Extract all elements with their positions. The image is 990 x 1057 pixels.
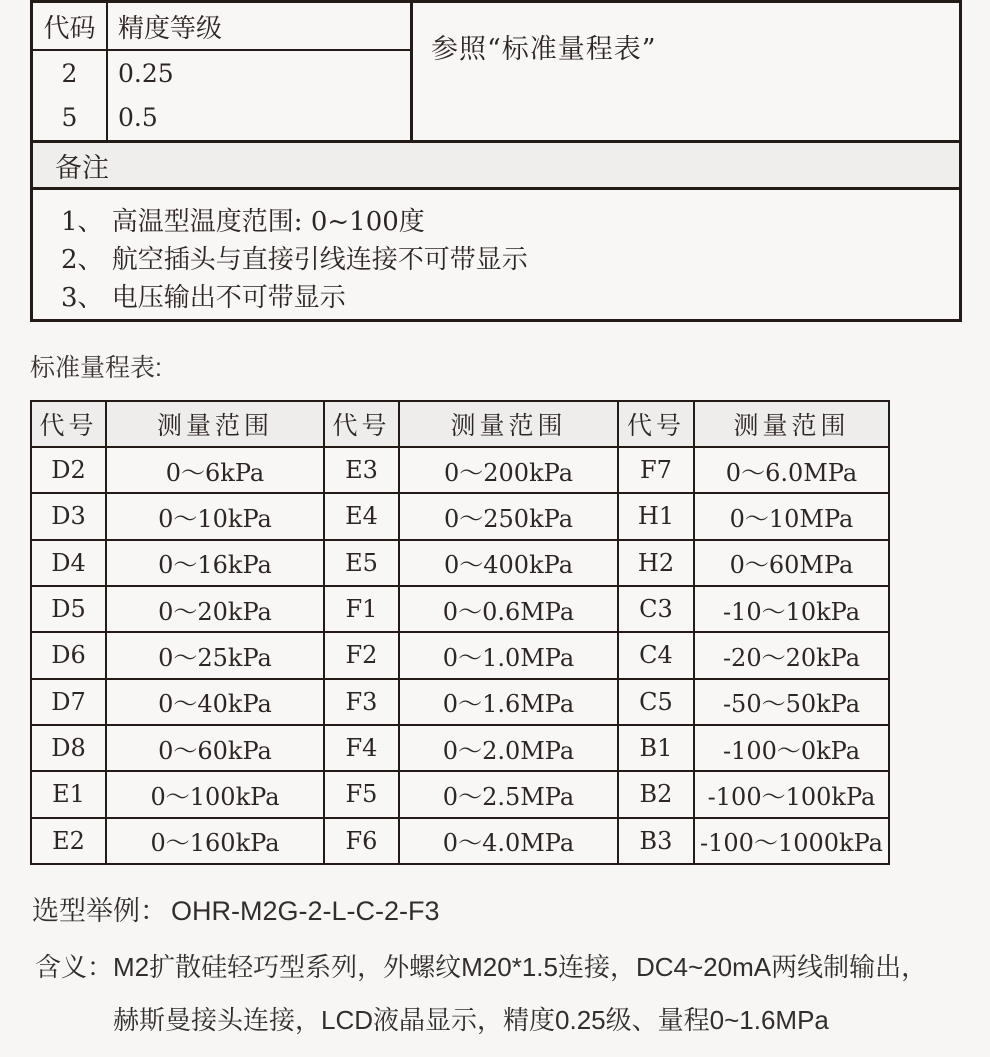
accuracy-code-cell: 2 bbox=[33, 51, 108, 96]
range-value-cell: 0～20kPa bbox=[106, 586, 324, 632]
range-reference-cell: 参照“标准量程表” bbox=[431, 34, 657, 65]
range-table-header-cell: 代号 bbox=[618, 401, 694, 447]
range-code-cell: H2 bbox=[618, 540, 694, 586]
accuracy-section bbox=[33, 3, 959, 143]
range-code-cell: F5 bbox=[324, 771, 399, 817]
range-value-cell: 0～160kPa bbox=[106, 818, 324, 864]
standard-range-table bbox=[30, 400, 890, 865]
range-value-cell: 0～1.6MPa bbox=[399, 679, 618, 725]
range-code-cell: D4 bbox=[31, 540, 106, 586]
range-code-cell: D3 bbox=[31, 493, 106, 539]
range-table-header-cell: 测量范围 bbox=[106, 401, 324, 447]
range-code-cell: F6 bbox=[324, 818, 399, 864]
range-code-cell: F3 bbox=[324, 679, 399, 725]
range-code-cell: D6 bbox=[31, 632, 106, 678]
range-table-header-row bbox=[31, 401, 889, 447]
range-value-cell: 0～6kPa bbox=[106, 447, 324, 493]
selection-example-code: OHR-M2G-2-L-C-2-F3 bbox=[171, 896, 440, 926]
range-value-cell: 0～10MPa bbox=[694, 493, 889, 539]
meaning-label: 含义： bbox=[35, 952, 114, 982]
range-value-cell: 0～2.5MPa bbox=[399, 771, 618, 817]
remarks-title: 备注 bbox=[33, 143, 959, 190]
accuracy-subtable bbox=[33, 3, 413, 140]
range-table-header-cell: 测量范围 bbox=[399, 401, 618, 447]
meaning-block bbox=[35, 941, 927, 1047]
remark-item: 1、 高温型温度范围: 0~100度 bbox=[61, 207, 425, 237]
range-code-cell: B2 bbox=[618, 771, 694, 817]
range-value-cell: -100～0kPa bbox=[694, 725, 889, 771]
range-table-header-cell: 代号 bbox=[31, 401, 106, 447]
range-table-label: 标准量程表: bbox=[30, 354, 162, 382]
range-code-cell: B3 bbox=[618, 818, 694, 864]
range-code-cell: E2 bbox=[31, 818, 106, 864]
range-value-cell: -10～10kPa bbox=[694, 586, 889, 632]
range-value-cell: -100～100kPa bbox=[694, 771, 889, 817]
range-code-cell: C4 bbox=[618, 632, 694, 678]
range-value-cell: 0～1.0MPa bbox=[399, 632, 618, 678]
table-row bbox=[31, 771, 889, 817]
range-code-cell: H1 bbox=[618, 493, 694, 539]
range-table-body bbox=[31, 447, 889, 864]
remark-item: 2、 航空插头与直接引线连接不可带显示 bbox=[61, 245, 528, 275]
accuracy-remarks-table bbox=[30, 0, 962, 322]
meaning-content bbox=[113, 941, 927, 1047]
accuracy-row bbox=[33, 51, 410, 96]
selection-example-label: 选型举例： bbox=[32, 896, 167, 926]
range-code-cell: F2 bbox=[324, 632, 399, 678]
range-value-cell: 0～250kPa bbox=[399, 493, 618, 539]
range-value-cell: 0～400kPa bbox=[399, 540, 618, 586]
range-code-cell: D5 bbox=[31, 586, 106, 632]
range-value-cell: -20～20kPa bbox=[694, 632, 889, 678]
range-code-cell: E1 bbox=[31, 771, 106, 817]
range-value-cell: 0～25kPa bbox=[106, 632, 324, 678]
range-table-header-cell: 代号 bbox=[324, 401, 399, 447]
meaning-line-1: M2扩散硅轻巧型系列，外螺纹M20*1.5连接，DC4~20mA两线制输出， bbox=[113, 952, 928, 982]
range-code-cell: F1 bbox=[324, 586, 399, 632]
accuracy-header-grade: 精度等级 bbox=[118, 13, 223, 44]
range-value-cell: 0～100kPa bbox=[106, 771, 324, 817]
range-code-cell: E4 bbox=[324, 493, 399, 539]
accuracy-grade-cell: 0.25 bbox=[118, 58, 174, 88]
range-value-cell: 0～60kPa bbox=[106, 725, 324, 771]
range-value-cell: 0～60MPa bbox=[694, 540, 889, 586]
range-value-cell: 0～6.0MPa bbox=[694, 447, 889, 493]
accuracy-row bbox=[33, 96, 410, 141]
accuracy-grade-cell: 0.5 bbox=[118, 103, 158, 133]
table-row bbox=[31, 818, 889, 864]
range-code-cell: F7 bbox=[618, 447, 694, 493]
table-row bbox=[31, 540, 889, 586]
table-row bbox=[31, 632, 889, 678]
range-value-cell: 0～16kPa bbox=[106, 540, 324, 586]
range-code-cell: E5 bbox=[324, 540, 399, 586]
selection-example bbox=[32, 889, 440, 928]
meaning-line-2: 赫斯曼接头连接，LCD液晶显示，精度0.25级、量程0~1.6MPa bbox=[113, 1005, 829, 1035]
range-code-cell: D8 bbox=[31, 725, 106, 771]
range-value-cell: 0～0.6MPa bbox=[399, 586, 618, 632]
range-value-cell: 0～4.0MPa bbox=[399, 818, 618, 864]
range-value-cell: 0～10kPa bbox=[106, 493, 324, 539]
range-code-cell: D7 bbox=[31, 679, 106, 725]
range-code-cell: C5 bbox=[618, 679, 694, 725]
range-value-cell: 0～200kPa bbox=[399, 447, 618, 493]
range-value-cell: -100～1000kPa bbox=[694, 818, 889, 864]
range-value-cell: 0～40kPa bbox=[106, 679, 324, 725]
range-code-cell: C3 bbox=[618, 586, 694, 632]
table-row bbox=[31, 725, 889, 771]
table-row bbox=[31, 493, 889, 539]
accuracy-header-row bbox=[33, 3, 410, 51]
range-code-cell: E3 bbox=[324, 447, 399, 493]
range-code-cell: F4 bbox=[324, 725, 399, 771]
range-value-cell: 0～2.0MPa bbox=[399, 725, 618, 771]
range-code-cell: B1 bbox=[618, 725, 694, 771]
remark-item: 3、 电压输出不可带显示 bbox=[61, 283, 346, 313]
table-row bbox=[31, 447, 889, 493]
range-table-header-cell: 测量范围 bbox=[694, 401, 889, 447]
accuracy-code-cell: 5 bbox=[33, 96, 108, 141]
accuracy-header-code: 代码 bbox=[33, 3, 108, 49]
table-row bbox=[31, 586, 889, 632]
remarks-list bbox=[33, 190, 959, 319]
range-value-cell: -50～50kPa bbox=[694, 679, 889, 725]
table-row bbox=[31, 679, 889, 725]
range-code-cell: D2 bbox=[31, 447, 106, 493]
